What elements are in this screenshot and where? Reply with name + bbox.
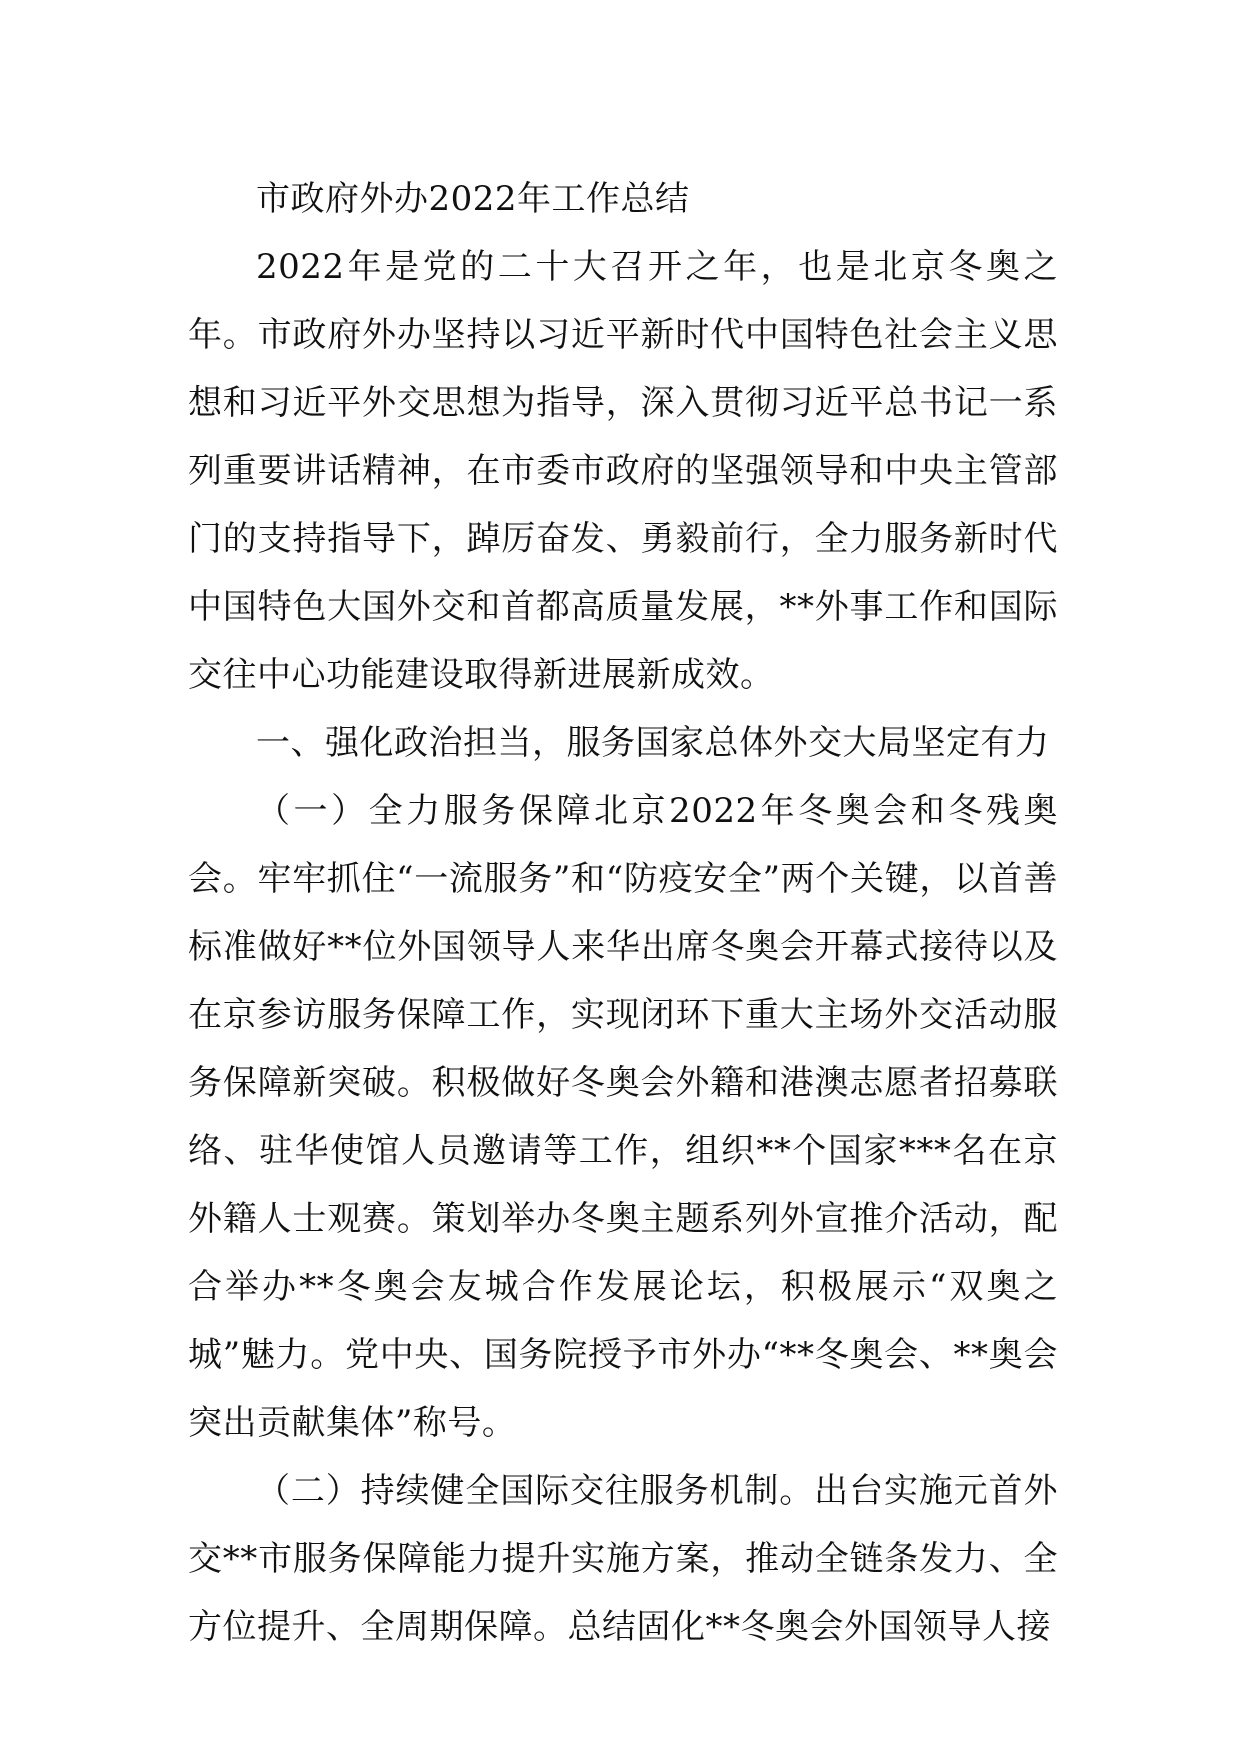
section-heading-1: 一、强化政治担当，服务国家总体外交大局坚定有力: [256, 723, 1050, 763]
paragraph-service-mechanism: （二）持续健全国际交往服务机制。出台实施元首外交**市服务保障能力提升实施方案，推动全链条发力、全方位提升、全周期保障。总结固化**冬奥会外国领导人接: [188, 1471, 1058, 1647]
paragraph-intro: 2022年是党的二十大召开之年，也是北京冬奥之年。市政府外办坚持以习近平新时代中国特色社会主义思想和习近平外交思想为指导，深入贯彻习近平总书记一系列重要讲话精神，在市委市政府的坚强领导和中央主管部门的支持指导下，踔厉奋发、勇毅前行，全力服务新时代中国特色大国外交和首都高质量发展，**外事工作和国际交往中心功能建设取得新进展新成效。: [188, 247, 1058, 695]
paragraph-winter-olympics: （一）全力服务保障北京2022年冬奥会和冬残奥会。牢牢抓住“一流服务”和“防疫安全”两个关键，以首善标准做好**位外国领导人来华出席冬奥会开幕式接待以及在京参访服务保障工作，实现闭环下重大主场外交活动服务保障新突破。积极做好冬奥会外籍和港澳志愿者招募联络、驻华使馆人员邀请等工作，组织**个国家***名在京外籍人士观赛。策划举办冬奥主题系列外宣推介活动，配合举办**冬奥会友城合作发展论坛，积极展示“双奥之城”魅力。党中央、国务院授予市外办“**冬奥会、**奥会突出贡献集体”称号。: [188, 791, 1058, 1443]
document-title: 市政府外办2022年工作总结: [256, 179, 690, 219]
document-body: [188, 165, 1058, 1661]
